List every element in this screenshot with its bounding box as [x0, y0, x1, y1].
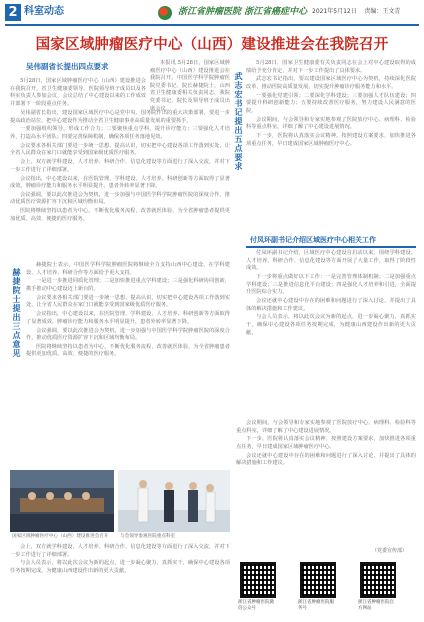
qr-label-wechat: 浙江省肿瘤医院微信公众号	[238, 600, 274, 611]
body-para: 会议期间，与会领导和专家实地参观了医院放疗中心、病理科、检验科等重点科室，详细了解了中心建设进展情况。	[246, 116, 416, 131]
vertical-title-wuzhihong: 武志宏书记提出五点要求	[234, 72, 243, 171]
body-para: 医院将继续坚持以患者为中心，不断优化服务流程，改善就医体验，为全省肿瘤患者提供更加优质、高效、便捷的医疗服务。	[10, 208, 230, 222]
qr-code-service[interactable]	[300, 562, 336, 598]
body-para: 会上，双方就学科建设、人才培养、科研合作、信息化建设等方面进行了深入交流，并对下一步工作进行了详细部署。	[10, 544, 230, 558]
right-body-middle	[246, 250, 416, 418]
body-para: 与会人员表示，将以此次会议为新的起点，进一步凝心聚力，真抓实干，确保中心建设各项任务按期完成，为健康山西建设作出新的更大贡献。	[246, 314, 416, 336]
intro-col-1	[150, 60, 230, 112]
photo-caption-2: 与会领导参观医院重点科室	[120, 534, 176, 539]
body-para: 付凤环副书记介绍，区域医疗中心建设自启动以来，围绕学科建设、人才培养、科研合作、信息化建设等方面开展了大量工作，取得了阶段性成效。	[246, 250, 416, 272]
body-para: 下一步，医院将认真落实会议精神，按照建设方案要求，加快推进各项重点任务，早日建成国家区域肿瘤医疗中心。	[236, 436, 416, 450]
qr-code-website[interactable]	[360, 562, 396, 598]
body-para: 一要加强组织领导，形成工作合力；二要聚焦重点学科，提升诊疗能力；三要强化人才培养，打造高水平团队；四要完善保障机制，确保各项任务落地见效。	[10, 126, 230, 140]
body-para: 会上，双方就学科建设、人才培养、科研合作、信息化建设等方面进行了深入交流，并对下一步工作进行了详细部署。	[10, 159, 230, 173]
body-para: 赫捷院士表示，中国医学科学院肿瘤医院将继续全力支持山西中心建设，在学科建设、人才培养、科研合作等方面给予更大支持。	[26, 262, 230, 276]
body-para: 与会人员表示，将以此次会议为新的起点，进一步凝心聚力，真抓实干，确保中心建设各项任务按期完成，为健康山西建设作出新的更大贡献。	[10, 560, 230, 574]
body-para: 一是进一步推进同质化管理；二是加快推进重点学科建设；三是强化科研协同创新，携手推动中心建设迈上新台阶。	[26, 278, 230, 292]
body-para: 会议要求各相关部门要进一步统一思想、提高认识，切实把中心建设各项工作落到实处，让全省人民群众在家门口就能享受到国家级优质医疗服务。	[26, 294, 230, 309]
body-para: 会议要求各相关部门要进一步统一思想、提高认识，切实把中心建设各项工作落到实处，让全省人民群众在家门口就能享受到国家级优质医疗服务。	[10, 142, 230, 157]
subhead-rule	[246, 246, 416, 248]
subhead-fufenghuan: 付凤环副书记介绍区域医疗中心相关工作	[250, 236, 376, 244]
body-para: 一要强化党建引领；二要深化学科建设；三要加强人才队伍建设；四要提升科研创新能力；五要持续改善医疗服务，努力建设人民满意的医院。	[246, 92, 416, 114]
body-para: 会议强调，要以此次推进会为契机，进一步加强与中国医学科学院肿瘤医院的深度合作，推动优质医疗资源扩容下沉和区域均衡布局。	[26, 327, 230, 342]
photo-visit	[118, 470, 230, 532]
photo-meeting	[10, 470, 114, 532]
lower-left-body	[26, 262, 230, 412]
photo-meeting-image	[10, 470, 114, 532]
qr-label-website: 浙江省肿瘤医院官方网站	[358, 600, 394, 611]
body-para: 会议强调，要以此次推进会为契机，进一步加强与中国医学科学院肿瘤医院的深度合作，推动优质医疗资源扩容下沉和区域均衡布局。	[10, 191, 230, 206]
main-headline: 国家区域肿瘤医疗中心（山西）建设推进会在我院召开	[35, 37, 389, 53]
intro-col-2	[10, 78, 146, 108]
qr-code-wechat[interactable]	[240, 562, 276, 598]
photo-visit-image	[118, 470, 230, 532]
intro-para-2: 5月28日，国家区域肿瘤医疗中心（山西）建设推进会在我院召开，省卫生健康委领导、医院领导班子成员以及各科室负责人参加会议，会议总结了中心建设以来的工作成效并部署下一阶段重点任务。	[10, 78, 146, 107]
body-para: 会议还就中心建设中存在的困难和问题进行了深入讨论，并提出了具体的解决措施和工作建议。	[246, 297, 416, 312]
section-title: 科室动态	[24, 6, 64, 17]
subhead-wuwei: 吴伟副省长提出四点要求	[26, 62, 109, 71]
body-para: 会议指出，中心建设以来，在医院管理、学科建设、人才培养、科研创新等方面取得了显著成效，肿瘤诊疗能力和服务水平明显提升，患者外转率显著下降。	[26, 311, 230, 325]
vertical-title-hejie: 赫捷院士提出三点意见	[12, 268, 21, 358]
body-para: 5月28日，国家卫生健康委有关负责同志在会上对中心建设取得的成绩给予充分肯定，并对下一步工作提出了具体要求。	[246, 60, 416, 74]
body-para: 医院将继续坚持以患者为中心，不断优化服务流程，改善就医体验，为全省肿瘤患者提供更加优质、高效、便捷的医疗服务。	[26, 343, 230, 358]
page-number: 2	[5, 4, 21, 21]
newspaper-brand: 浙江省肿瘤医院 浙江省癌症中心	[178, 7, 308, 17]
qr-label-service: 浙江省肿瘤医院服务号	[298, 600, 334, 611]
body-para: 下一步，医院将认真落实会议精神，按照建设方案要求，加快推进各项重点任务，早日建成国家区域肿瘤医疗中心。	[246, 133, 416, 147]
issue-date: 2021年5月12日	[312, 8, 357, 15]
header-rule	[5, 24, 419, 26]
bottom-right-body	[236, 420, 416, 558]
body-para: 会议指出，中心建设以来，在医院管理、学科建设、人才培养、科研创新等方面取得了显著成效，肿瘤诊疗能力和服务水平明显提升，患者外转率显著下降。	[10, 175, 230, 190]
body-para: 武志宏书记指出，要以建设国家区域医疗中心为契机，持续深化医院改革，推动医院高质量发展，切实提升肿瘤诊疗服务能力和水平。	[246, 76, 416, 90]
issue-editor: 责编：王文青	[364, 8, 401, 15]
right-body-top	[246, 60, 416, 232]
bottom-left-body	[10, 544, 230, 612]
hospital-logo-icon	[158, 6, 172, 20]
body-para: 会议期间，与会领导和专家实地参观了医院放疗中心、病理科、检验科等重点科室，详细了解了中心建设进展情况。	[236, 420, 416, 434]
editor-note: （党委宣传部）	[372, 548, 408, 554]
body-para: 会议还就中心建设中存在的困难和问题进行了深入讨论，并提出了具体的解决措施和工作建议。	[236, 452, 416, 467]
intro-para: 本报讯 5月28日，国家区域肿瘤医疗中心（山西）建设推进会在我院召开。中国医学科学院肿瘤医院党委书记、院长赫捷院士，山西省卫生健康委相关负责同志，我院党委书记、院长及领导班子成员出席会议。	[150, 60, 230, 112]
body-para: 下一步将重点做好以下工作：一是完善管理体制机制；二是加强重点学科建设；三是推进信息化平台建设；四是强化人才培养和引进，全面提升医院综合实力。	[246, 273, 416, 296]
photo-caption-1: 国家区域肿瘤医疗中心（山西）建设推进会召开	[12, 534, 109, 539]
page-header	[0, 0, 424, 28]
main-body-col-1	[10, 110, 230, 258]
issue-meta	[312, 8, 400, 16]
body-para: 吴伟副省长指出，建设国家区域医疗中心是党中央、国务院作出的重大决策部署，要进一步提高政治站位，把中心建设作为推动全省卫生健康事业高质量发展的重要抓手。	[10, 110, 230, 124]
